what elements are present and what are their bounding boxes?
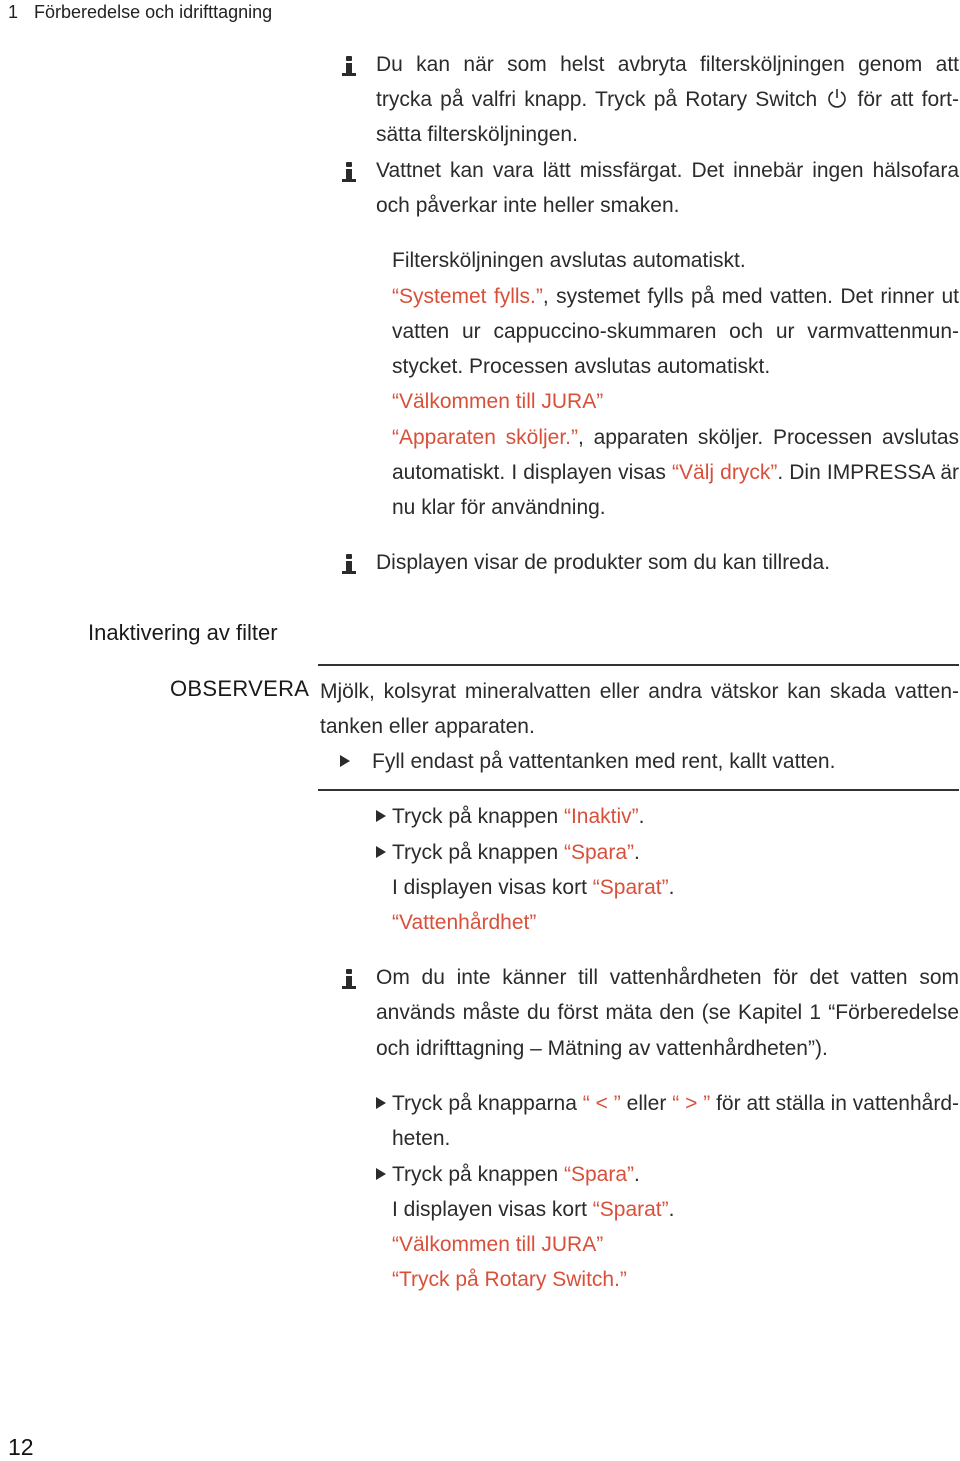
step-item: Tryck på knapparna “ < ” eller “ > ” för att ställa in vattenhård- (376, 1086, 959, 1121)
power-icon (827, 87, 847, 109)
display-message: “Tryck på Rotary Switch.” (392, 1268, 627, 1291)
page-number: 12 (8, 1434, 34, 1460)
arrow-icon (376, 810, 386, 822)
display-message: “Systemet fylls.” (392, 285, 543, 308)
notice-text: tanken eller apparaten. (320, 715, 535, 738)
arrow-icon (340, 755, 350, 767)
info-icon (342, 554, 356, 576)
display-message: “ < ” (582, 1092, 621, 1115)
process-text: automatiskt. I displayen visas “Välj dryck”. Din IMPRESSA är (392, 461, 959, 484)
display-message: “Vattenhårdhet” (392, 911, 537, 934)
step-result: I displayen visas kort “Sparat”. (392, 1198, 675, 1221)
chapter-number: 1 (8, 2, 19, 22)
arrow-icon (376, 1168, 386, 1180)
divider (318, 664, 959, 666)
info-icon (342, 162, 356, 184)
info-text: Vattnet kan vara lätt missfärgat. Det innebär ingen hälsofara (376, 159, 959, 182)
display-message: “Välj dryck” (672, 461, 778, 484)
process-text: vatten ur cappuccino-skummaren och ur varmvattenmun- (392, 320, 959, 343)
display-message: “Sparat” (592, 876, 669, 899)
notice-text: Mjölk, kolsyrat mineralvatten eller andra vätskor kan skada vatten- (320, 680, 959, 703)
display-message: “Välkommen till JURA” (392, 390, 604, 413)
info-icon (342, 969, 356, 991)
display-message: “Inaktiv” (563, 805, 639, 828)
step-item: Tryck på knappen “Spara”. (376, 1157, 640, 1192)
info-text: sätta filtersköljningen. (376, 123, 578, 146)
display-message: “Sparat” (592, 1198, 669, 1221)
info-text: Du kan när som helst avbryta filtersköljningen genom att (376, 53, 959, 76)
display-message: “Spara” (563, 1163, 635, 1186)
info-text: Om du inte känner till vattenhårdheten för det vatten som (376, 966, 959, 989)
display-message: “Välkommen till JURA” (392, 1233, 604, 1256)
process-text: “Systemet fylls.”, systemet fylls på med vatten. Det rinner ut (392, 285, 959, 308)
info-icon (342, 56, 356, 78)
info-text: och påverkar inte heller smaken. (376, 194, 680, 217)
notice-label: OBSERVERA (170, 676, 310, 701)
step-item: Tryck på knappen “Spara”. (376, 835, 640, 870)
info-text: används måste du först mäta den (se Kapitel 1 “Förberedelse (376, 1001, 959, 1024)
info-text: Displayen visar de produkter som du kan tillreda. (376, 551, 831, 574)
divider (318, 789, 959, 791)
arrow-icon (376, 1097, 386, 1109)
display-message: “Spara” (563, 841, 635, 864)
step-result: I displayen visas kort “Sparat”. (392, 876, 675, 899)
step-item-continued: heten. (392, 1127, 451, 1150)
display-message: “Apparaten sköljer.” (392, 426, 578, 449)
display-message: “ > ” (672, 1092, 711, 1115)
step-item: Tryck på knappen “Inaktiv”. (376, 799, 645, 834)
process-text: “Apparaten sköljer.”, apparaten sköljer. Processen avslutas (392, 426, 959, 449)
notice-action: Fyll endast på vattentanken med rent, kallt vatten. (340, 744, 835, 779)
process-text: nu klar för användning. (392, 496, 606, 519)
info-text: och idrifttagning – Mätning av vattenhårdheten”). (376, 1037, 828, 1060)
arrow-icon (376, 846, 386, 858)
chapter-title: Förberedelse och idrifttagning (34, 2, 273, 22)
info-text: trycka på valfri knapp. Tryck på Rotary Switch för att fort- (376, 88, 960, 111)
process-text: stycket. Processen avslutas automatiskt. (392, 355, 771, 378)
process-text: Filtersköljningen avslutas automatiskt. (392, 249, 746, 272)
chapter-header (8, 2, 272, 23)
section-title: Inaktivering av filter (88, 620, 278, 645)
